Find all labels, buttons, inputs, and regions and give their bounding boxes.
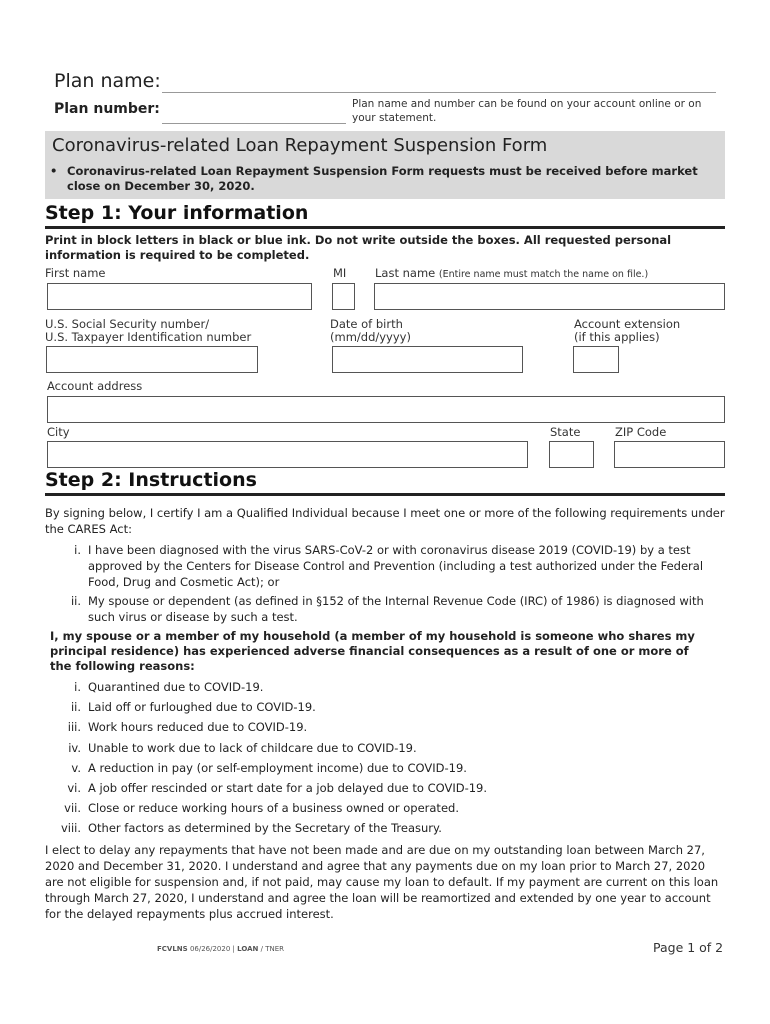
requirement-number: i. bbox=[74, 543, 81, 557]
reason-number: vi. bbox=[67, 780, 81, 795]
zip-label: ZIP Code bbox=[615, 425, 667, 439]
step1-divider bbox=[45, 226, 725, 229]
reason-number: v. bbox=[71, 760, 81, 775]
extension-label-line1: Account extension bbox=[574, 317, 681, 331]
dob-label-line1: Date of birth bbox=[330, 317, 403, 331]
mi-label: MI bbox=[333, 266, 347, 280]
requirement-text: My spouse or dependent (as defined in §152 of the Internal Revenue Code (IRC) of 1986) is diagnosed with such virus or disease by such a test. bbox=[88, 594, 704, 624]
plan-number-label: Plan number: bbox=[54, 101, 160, 117]
requirement-item bbox=[45, 542, 725, 590]
reason-text: A reduction in pay (or self-employment income) due to COVID-19. bbox=[88, 760, 467, 775]
plan-number-field[interactable] bbox=[162, 123, 346, 124]
form-code-id: FCVLNS bbox=[157, 945, 188, 953]
bullet-icon: • bbox=[50, 164, 58, 178]
reason-item bbox=[45, 820, 725, 840]
dob-label-line2: (mm/dd/yyyy) bbox=[330, 330, 411, 344]
reason-item bbox=[45, 679, 725, 699]
form-title: Coronavirus-related Loan Repayment Suspension Form bbox=[52, 135, 548, 156]
step2-intro: By signing below, I certify I am a Qualified Individual because I meet one or more of the following requirements under the CARES Act: bbox=[45, 506, 725, 536]
requirement-item bbox=[45, 593, 725, 625]
household-statement: I, my spouse or a member of my household (a member of my household is someone who shares my principal residence) has experienced adverse financial consequences as a result of one or more of the following reasons: bbox=[50, 629, 695, 673]
plan-note: Plan name and number can be found on your account online or on your statement. bbox=[352, 98, 702, 124]
ssn-input[interactable] bbox=[46, 346, 258, 373]
ssn-label bbox=[45, 318, 251, 344]
requirement-text: I have been diagnosed with the virus SARS-CoV-2 or with coronavirus disease 2019 (COVID-19) by a test approved by the Centers for Disease Control and Prevention (including a test authorized under the Federal Food, Drug and Cosmetic Act); or bbox=[88, 543, 704, 589]
step2-title: Step 2: Instructions bbox=[45, 469, 257, 491]
reason-number: i. bbox=[74, 680, 81, 694]
ssn-label-line1: U.S. Social Security number/ bbox=[45, 317, 210, 331]
reason-item bbox=[45, 780, 725, 800]
reason-item bbox=[45, 719, 725, 739]
requirement-number: ii. bbox=[70, 594, 81, 608]
step1-title: Step 1: Your information bbox=[45, 202, 309, 224]
reason-item bbox=[45, 760, 725, 780]
first-name-label: First name bbox=[45, 266, 106, 280]
dob-input[interactable] bbox=[332, 346, 523, 373]
plan-name-field[interactable] bbox=[162, 92, 716, 93]
election-statement: I elect to delay any repayments that have not been made and are due on my outstanding loan between March 27, 2020 and December 31, 2020. I understand and agree that any payments due on my loan prior to March 27, 2020 are not eligible for suspension and, if not paid, may cause my loan to default. If my payment are current on this loan through March 27, 2020, I understand and agree the loan will be reamortized and extended by one year to account for the delayed repayments plus accrued interest. bbox=[45, 843, 719, 921]
address-input[interactable] bbox=[47, 396, 725, 423]
form-code-tner: TNER bbox=[265, 945, 285, 953]
extension-input[interactable] bbox=[573, 346, 619, 373]
city-input[interactable] bbox=[47, 441, 528, 468]
deadline-notice: Coronavirus-related Loan Repayment Suspension Form requests must be received before market close on December 30, 2020. bbox=[67, 164, 698, 193]
form-code-loan: LOAN bbox=[237, 945, 259, 953]
reason-text: Quarantined due to COVID-19. bbox=[88, 680, 264, 694]
reason-text: Other factors as determined by the Secretary of the Treasury. bbox=[88, 821, 442, 836]
zip-input[interactable] bbox=[614, 441, 725, 468]
form-code-date: 06/26/2020 bbox=[189, 945, 231, 953]
form-code bbox=[157, 945, 284, 953]
state-input[interactable] bbox=[549, 441, 594, 468]
reason-number: vii. bbox=[64, 801, 81, 816]
form-code-sep: | bbox=[232, 945, 235, 953]
reason-text: Laid off or furloughed due to COVID-19. bbox=[88, 700, 316, 715]
reasons-list bbox=[45, 679, 725, 841]
city-label: City bbox=[47, 425, 70, 439]
last-name-label bbox=[375, 267, 648, 281]
extension-label-line2: (if this applies) bbox=[574, 330, 660, 344]
reason-text: Work hours reduced due to COVID-19. bbox=[88, 720, 308, 735]
reason-text: Close or reduce working hours of a business owned or operated. bbox=[88, 801, 459, 816]
reason-text: A job offer rescinded or start date for a job delayed due to COVID-19. bbox=[88, 780, 488, 795]
reason-number: ii. bbox=[70, 700, 81, 715]
plan-name-label: Plan name: bbox=[54, 70, 161, 92]
reason-number: iii. bbox=[67, 720, 81, 735]
first-name-input[interactable] bbox=[47, 283, 312, 310]
reason-number: iv. bbox=[68, 740, 81, 755]
state-label: State bbox=[550, 425, 581, 439]
last-name-input[interactable] bbox=[374, 283, 725, 310]
page-number: Page 1 of 2 bbox=[653, 940, 724, 955]
mi-input[interactable] bbox=[332, 283, 355, 310]
reason-item bbox=[45, 740, 725, 760]
reason-text: Unable to work due to lack of childcare due to COVID-19. bbox=[88, 740, 417, 755]
reason-item bbox=[45, 800, 725, 820]
reason-item bbox=[45, 699, 725, 719]
last-name-text: Last name bbox=[375, 266, 436, 280]
ssn-label-line2: U.S. Taxpayer Identification number bbox=[45, 330, 252, 344]
form-code-sep: / bbox=[260, 945, 263, 953]
step1-instructions: Print in block letters in black or blue ink. Do not write outside the boxes. All requested personal information is required to be completed. bbox=[45, 233, 672, 262]
step2-divider bbox=[45, 493, 725, 496]
extension-label bbox=[574, 318, 680, 344]
dob-label bbox=[330, 318, 411, 344]
last-name-note: (Entire name must match the name on file.) bbox=[438, 269, 649, 280]
reason-number: viii. bbox=[60, 821, 81, 836]
address-label: Account address bbox=[47, 379, 143, 393]
